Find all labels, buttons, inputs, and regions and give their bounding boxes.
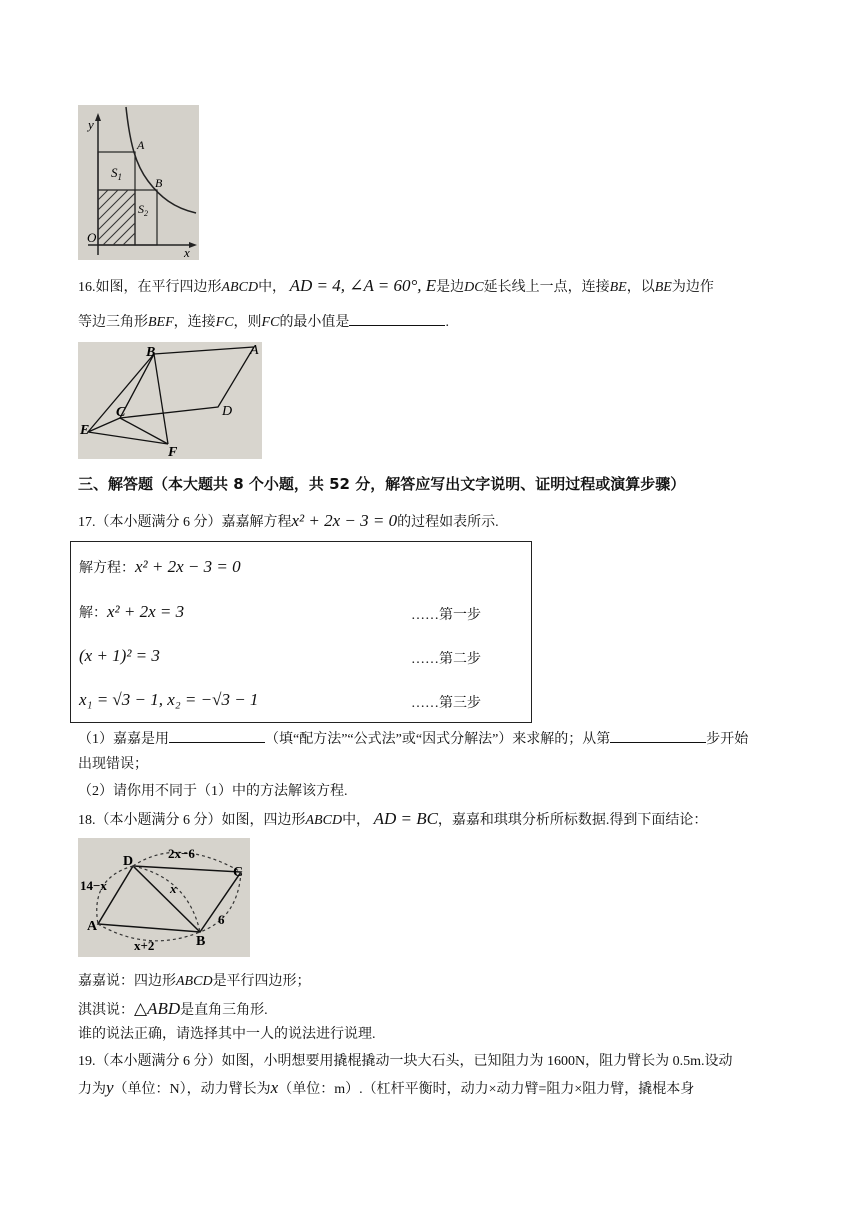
section-3-heading: 三、解答题（本大题共 8 个小题，共 52 分，解答应写出文字说明、证明过程或演算步骤） — [78, 475, 686, 493]
q18-geometry-svg — [78, 838, 250, 957]
label-c: C — [233, 865, 244, 880]
segment-ec — [88, 418, 120, 432]
y-label: y — [88, 117, 94, 132]
q17-part1: （1）嘉嘉是用 （填“配方法”“公式法”或“因式分解法”）来求解的；从第 步开始 — [78, 728, 748, 750]
q18-intro: 18.（本小题满分 6 分）如图，四边形ABCD中， AD = BC，嘉嘉和琪琪分析所标数据.得到下面结论： — [78, 809, 708, 828]
q17-box-line3: (x + 1)² = 3 — [79, 646, 160, 665]
diagonal-db — [133, 866, 200, 932]
label-top-edge: 2x−6 — [168, 846, 195, 861]
label-a: A — [250, 343, 259, 358]
q17-solution-box — [70, 541, 532, 723]
hyperbola-curve — [126, 107, 196, 213]
q17-method-blank — [169, 728, 265, 743]
label-diagonal: x — [170, 881, 177, 896]
label-d: D — [222, 404, 233, 419]
x-label: x — [184, 245, 190, 260]
label-b: B — [196, 934, 206, 949]
q15-figure — [78, 105, 199, 260]
q19-line1: 19.（本小题满分 6 分）如图，小明想要用撬棍撬动一块大石头，已知阻力为 1600N，阻力臂长为 0.5m.设动 — [78, 1054, 733, 1069]
q17-step3: ……第三步 — [411, 696, 481, 711]
s2-label: $S_2$ — [138, 202, 148, 218]
label-a: A — [87, 919, 98, 934]
label-right-edge: 6 — [218, 912, 225, 927]
q15-graph-svg — [78, 105, 199, 260]
q16-line2: 等边三角形BEF，连接FC，则FC的最小值是 . — [78, 311, 449, 333]
q17-box-line4: x₁ = √3 − 1, x₂ = −√3 − 1 — [79, 690, 259, 709]
origin-label: O — [87, 230, 97, 245]
s1-label: $S_1$ — [111, 165, 122, 182]
q17-step1: ……第一步 — [411, 608, 481, 623]
q19-line2: 力为y（单位：N），动力臂长为x（单位：m）.（杠杆平衡时，动力×动力臂=阻力×阻力臂，撬棍本身 — [78, 1078, 695, 1097]
q16-math: AD = 4, ∠A = 60°, E — [289, 276, 437, 295]
q16-figure — [78, 342, 262, 459]
q17-box-line2: 解：x² + 2x = 3 — [79, 602, 185, 621]
label-e: E — [80, 423, 90, 438]
label-left-edge: 14−x — [80, 878, 107, 893]
label-bottom-edge: x+2 — [134, 938, 155, 953]
q18-qiqi: 淇淇说：△ABD是直角三角形. — [78, 999, 268, 1018]
x-axis-arrow — [189, 242, 197, 248]
q17-step2: ……第二步 — [411, 652, 481, 667]
label-c: C — [116, 405, 126, 420]
q17-step-blank — [610, 728, 706, 743]
q17-part1-cont: 出现错误； — [78, 757, 148, 772]
q17-intro: 17.（本小题满分 6 分）嘉嘉解方程x² + 2x − 3 = 0的过程如表所示. — [78, 511, 499, 530]
parallelogram-abcd — [120, 347, 254, 418]
q16-answer-blank — [349, 311, 445, 326]
label-f: F — [168, 445, 178, 459]
label-d: D — [123, 854, 134, 869]
y-axis-arrow — [95, 113, 101, 121]
segment-bf — [154, 354, 168, 444]
label-b: B — [146, 345, 156, 360]
q16-geometry-svg — [78, 342, 262, 459]
point-b-label: B — [155, 176, 163, 190]
q18-jiajia: 嘉嘉说：四边形ABCD是平行四边形； — [78, 974, 311, 989]
q18-question: 谁的说法正确，请选择其中一人的说法进行说理. — [78, 1027, 376, 1042]
q16-line1: 16.如图，在平行四边形ABCD中， AD = 4, ∠A = 60°, E是边DC延长线上一点，连接BE，以BE为边作 — [78, 276, 714, 295]
q18-figure — [78, 838, 250, 957]
hatched-region — [98, 190, 135, 245]
point-a-label: A — [137, 138, 145, 152]
q17-part2: （2）请你用不同于（1）中的方法解该方程. — [78, 784, 348, 799]
q17-box-line1: 解方程：x² + 2x − 3 = 0 — [79, 557, 241, 576]
segment-eb — [88, 354, 154, 432]
